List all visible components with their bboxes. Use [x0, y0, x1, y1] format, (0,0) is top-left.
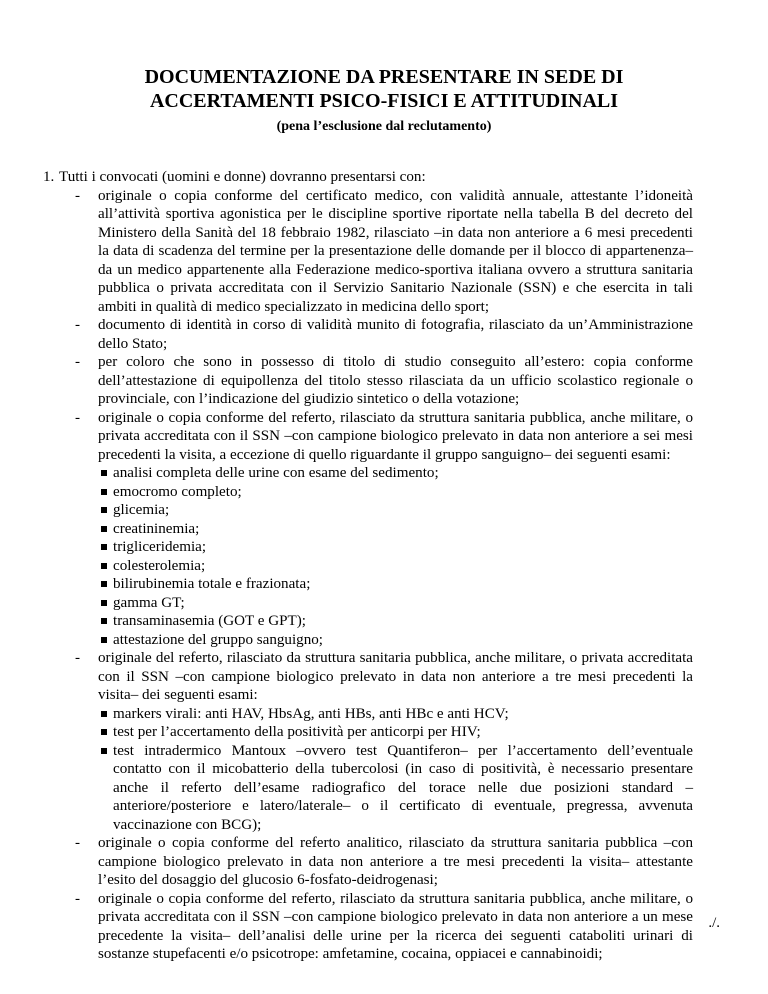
- square-bullet-icon: [101, 637, 107, 643]
- dash-entry: [43, 353, 693, 409]
- square-bullet-icon: [101, 507, 107, 513]
- document-body: [43, 168, 693, 964]
- square-bullet-icon: [101, 581, 107, 587]
- bullet-entry: [43, 557, 693, 576]
- square-bullet-icon: [101, 748, 107, 754]
- entry-text: originale o copia conforme del referto, rilasciato da struttura sanitaria pubblica, anche militare, o privata accreditata con il SSN –con campione biologico prelevato in data non anteriore a un mese precedente la visita– dell’analisi delle urine per la ricerca dei seguenti cataboliti urinari di sostanze stupefacenti e/o psicotrope: amfetamine, cocaina, oppiacei e cannabinoidi;: [98, 890, 693, 962]
- dash-entry: [43, 409, 693, 465]
- exam-text: test per l’accertamento della positività per anticorpi per HIV;: [113, 724, 481, 740]
- continuation-mark: ./.: [708, 915, 720, 931]
- exam-text: test intradermico Mantoux –ovvero test Quantiferon– per l’accertamento dell’eventuale contatto con il micobatterio della tubercolosi (in caso di positività, è necessario presentare anche il referto dell’esame radiografico del torace nelle due posizioni standard –anteriore/posteriore e latero/laterale– o il certificato di eventuale, pregressa, avvenuta vaccinazione con BCG);: [113, 742, 693, 833]
- exam-text: colesterolemia;: [113, 557, 206, 574]
- bullet-entry: [43, 742, 693, 835]
- item-number: 1.: [43, 169, 55, 185]
- exam-text: markers virali: anti HAV, HbsAg, anti HBs, anti HBc e anti HCV;: [113, 705, 509, 722]
- dash-entry: [43, 187, 693, 317]
- dash-entry: [43, 890, 693, 964]
- entry-text: documento di identità in corso di validità munito di fotografia, rilasciato da un’Amministrazione dello Stato;: [98, 317, 693, 352]
- bullet-entry: [43, 631, 693, 650]
- bullet-entry: [43, 520, 693, 539]
- bullet-entry: [43, 723, 693, 742]
- entry-text: originale o copia conforme del certificato medico, con validità annuale, attestante l’idoneità all’attività sportiva agonistica per le discipline sportive riportate nella tabella B del decreto del Ministero della Sanità del 18 febbraio 1982, rilasciato –in data non anteriore a 6 mesi precedenti la data di scadenza del termine per la presentazione delle domande per il blocco di appartenenza– da un medico appartenente alla Federazione medico-sportiva italiana ovvero a struttura sanitaria pubblica o privata accreditata con il Servizio Sanitario Nazionale (SSN) e che esercita in tali ambiti in qualità di medico specializzato in medicina dello sport;: [98, 187, 693, 315]
- bullet-entry: [43, 538, 693, 557]
- bullet-entry: [43, 705, 693, 724]
- entry-text: originale del referto, rilasciato da struttura sanitaria pubblica, anche militare, o privata accreditata con il SSN –con campione biologico prelevato in data non anteriore a tre mesi precedenti la visita– dei seguenti esami:: [98, 650, 693, 703]
- subtitle: (pena l’esclusione dal reclutamento): [276, 119, 492, 134]
- entry-text: per coloro che sono in possesso di titolo di studio conseguito all’estero: copia conforme dell’attestazione di equipollenza del titolo stesso rilasciata da un ufficio scolastico regionale o provinciale, con l’indicazione del giudizio sintetico o della votazione;: [98, 354, 693, 407]
- square-bullet-icon: [101, 618, 107, 624]
- bullet-entry: [43, 612, 693, 631]
- exam-text: creatininemia;: [113, 520, 200, 537]
- bullet-entry: [43, 575, 693, 594]
- square-bullet-icon: [101, 729, 107, 735]
- exam-text: glicemia;: [113, 502, 170, 518]
- dash-entry: [43, 834, 693, 890]
- bullet-entry: [43, 594, 693, 613]
- square-bullet-icon: [101, 489, 107, 495]
- square-bullet-icon: [101, 563, 107, 569]
- bullet-entry: [43, 464, 693, 483]
- dash-mark: -: [75, 890, 81, 907]
- dash-mark: -: [75, 354, 81, 370]
- dash-mark: -: [75, 317, 81, 333]
- square-bullet-icon: [101, 711, 107, 717]
- dash-mark: -: [75, 835, 81, 851]
- entry-text: originale o copia conforme del referto analitico, rilasciato da struttura sanitaria pubblica –con campione biologico prelevato in data non anteriore a tre mesi precedenti la visita– attestante l’esito del dosaggio del glucosio 6-fosfato-deidrogenasi;: [98, 835, 693, 888]
- dash-mark: -: [75, 650, 81, 666]
- square-bullet-icon: [101, 600, 107, 606]
- exam-text: gamma GT;: [113, 594, 185, 611]
- exam-text: emocromo completo;: [113, 483, 242, 500]
- exam-text: attestazione del gruppo sanguigno;: [113, 631, 324, 648]
- square-bullet-icon: [101, 470, 107, 476]
- exam-text: trigliceridemia;: [113, 539, 207, 555]
- dash-entry: [43, 649, 693, 705]
- exam-text: transaminasemia (GOT e GPT);: [113, 613, 306, 629]
- square-bullet-icon: [101, 526, 107, 532]
- entry-text: originale o copia conforme del referto, rilasciato da struttura sanitaria pubblica, anche militare, o privata accreditata con il SSN –con campione biologico prelevato in data non anteriore a sei mesi precedenti la visita, a eccezione di quello riguardante il gruppo sanguigno– dei seguenti esami:: [98, 409, 693, 463]
- bullet-entry: [43, 483, 693, 502]
- title-line-2: ACCERTAMENTI PSICO-FISICI E ATTITUDINALI: [149, 90, 619, 112]
- dash-entry: [43, 316, 693, 353]
- exam-text: analisi completa delle urine con esame del sedimento;: [113, 465, 439, 481]
- title-line-1: DOCUMENTAZIONE DA PRESENTARE IN SEDE DI: [144, 66, 624, 88]
- square-bullet-icon: [101, 544, 107, 550]
- list-item-1: [43, 168, 693, 187]
- bullet-entry: [43, 501, 693, 520]
- dash-mark: -: [75, 409, 81, 426]
- item-intro: Tutti i convocati (uomini e donne) dovranno presentarsi con:: [59, 169, 426, 185]
- dash-mark: -: [75, 187, 81, 204]
- exam-text: bilirubinemia totale e frazionata;: [113, 576, 311, 592]
